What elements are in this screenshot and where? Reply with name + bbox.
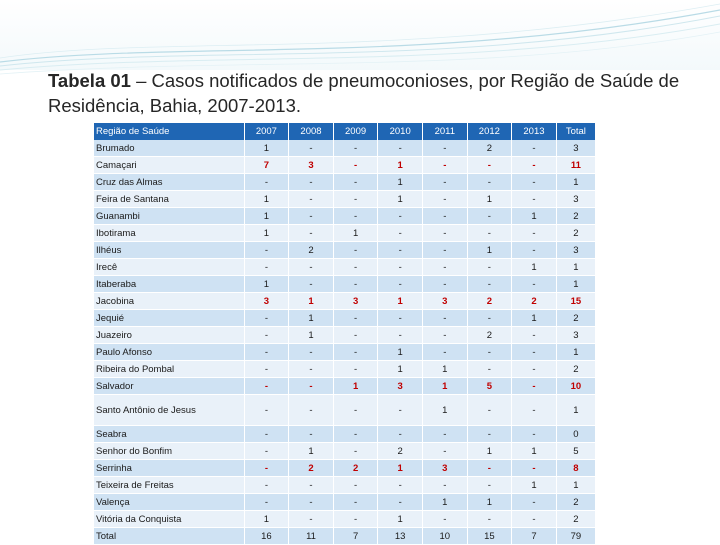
- case-count-cell: 2: [512, 293, 557, 310]
- case-count-cell: 1: [512, 208, 557, 225]
- case-count-cell: -: [467, 395, 512, 426]
- case-count-cell: -: [289, 191, 334, 208]
- table-row: [94, 140, 596, 157]
- case-count-cell: -: [333, 344, 378, 361]
- case-count-cell: -: [512, 511, 557, 528]
- case-count-cell: 1: [244, 191, 289, 208]
- case-count-cell: 1: [422, 378, 467, 395]
- case-count-cell: -: [244, 327, 289, 344]
- case-count-cell: -: [244, 378, 289, 395]
- case-count-cell: -: [422, 242, 467, 259]
- table-row: [94, 191, 596, 208]
- row-total-cell: 3: [556, 140, 595, 157]
- row-total-cell: 2: [556, 361, 595, 378]
- case-count-cell: -: [244, 494, 289, 511]
- case-count-cell: -: [512, 426, 557, 443]
- case-count-cell: 1: [512, 310, 557, 327]
- row-total-cell: 2: [556, 208, 595, 225]
- case-count-cell: -: [512, 494, 557, 511]
- table-row: [94, 327, 596, 344]
- case-count-cell: 3: [422, 460, 467, 477]
- case-count-cell: -: [333, 443, 378, 460]
- case-count-cell: -: [244, 259, 289, 276]
- case-count-cell: -: [422, 191, 467, 208]
- case-count-cell: -: [512, 242, 557, 259]
- case-count-cell: -: [289, 140, 334, 157]
- case-count-cell: 11: [289, 528, 334, 545]
- column-header-year: 2012: [467, 123, 512, 140]
- case-count-cell: -: [467, 426, 512, 443]
- case-count-cell: -: [289, 174, 334, 191]
- case-count-cell: 3: [378, 378, 423, 395]
- region-name: Paulo Afonso: [94, 344, 244, 361]
- case-count-cell: -: [512, 140, 557, 157]
- case-count-cell: -: [422, 157, 467, 174]
- case-count-cell: 1: [378, 191, 423, 208]
- table-row: [94, 426, 596, 443]
- region-name: Teixeira de Freitas: [94, 477, 244, 494]
- case-count-cell: -: [333, 157, 378, 174]
- case-count-cell: -: [422, 140, 467, 157]
- case-count-cell: -: [244, 361, 289, 378]
- column-header-region: Região de Saúde: [94, 123, 244, 140]
- case-count-cell: -: [333, 494, 378, 511]
- case-count-cell: -: [512, 327, 557, 344]
- case-count-cell: 7: [512, 528, 557, 545]
- region-name: Cruz das Almas: [94, 174, 244, 191]
- case-count-cell: 10: [422, 528, 467, 545]
- case-count-cell: 1: [244, 140, 289, 157]
- region-name: Camaçari: [94, 157, 244, 174]
- region-name: Senhor do Bonfim: [94, 443, 244, 460]
- region-name: Itaberaba: [94, 276, 244, 293]
- decorative-header-band: [0, 0, 720, 70]
- case-count-cell: -: [333, 327, 378, 344]
- row-total-cell: 3: [556, 242, 595, 259]
- case-count-cell: 1: [378, 361, 423, 378]
- case-count-cell: -: [422, 511, 467, 528]
- case-count-cell: -: [467, 157, 512, 174]
- case-count-cell: -: [512, 361, 557, 378]
- case-count-cell: 3: [244, 293, 289, 310]
- case-count-cell: -: [333, 140, 378, 157]
- case-count-cell: -: [422, 426, 467, 443]
- region-name: Vitória da Conquista: [94, 511, 244, 528]
- case-count-cell: 2: [378, 443, 423, 460]
- case-count-cell: 1: [378, 174, 423, 191]
- table-row: [94, 361, 596, 378]
- case-count-cell: -: [289, 361, 334, 378]
- row-total-cell: 2: [556, 225, 595, 242]
- case-count-cell: 1: [244, 511, 289, 528]
- case-count-cell: -: [467, 259, 512, 276]
- table-row: [94, 477, 596, 494]
- case-count-cell: 1: [333, 378, 378, 395]
- region-name: Serrinha: [94, 460, 244, 477]
- region-name: Valença: [94, 494, 244, 511]
- case-count-cell: -: [244, 426, 289, 443]
- case-count-cell: -: [378, 208, 423, 225]
- case-count-cell: -: [422, 344, 467, 361]
- row-total-cell: 0: [556, 426, 595, 443]
- case-count-cell: -: [378, 310, 423, 327]
- table-row: [94, 225, 596, 242]
- case-count-cell: -: [378, 225, 423, 242]
- case-count-cell: 1: [289, 293, 334, 310]
- column-header-year: 2011: [422, 123, 467, 140]
- case-count-cell: -: [378, 494, 423, 511]
- case-count-cell: -: [289, 378, 334, 395]
- table-row: [94, 460, 596, 477]
- case-count-cell: -: [244, 344, 289, 361]
- case-count-cell: -: [289, 395, 334, 426]
- case-count-cell: -: [244, 395, 289, 426]
- table-row: [94, 242, 596, 259]
- case-count-cell: -: [378, 140, 423, 157]
- case-count-cell: 16: [244, 528, 289, 545]
- case-count-cell: -: [378, 395, 423, 426]
- case-count-cell: 7: [333, 528, 378, 545]
- case-count-cell: -: [289, 208, 334, 225]
- case-count-cell: 1: [378, 293, 423, 310]
- case-count-cell: -: [378, 259, 423, 276]
- case-count-cell: -: [289, 225, 334, 242]
- case-count-cell: 3: [333, 293, 378, 310]
- case-count-cell: -: [422, 327, 467, 344]
- row-total-cell: 10: [556, 378, 595, 395]
- table-total-row: [94, 528, 596, 545]
- row-total-cell: 3: [556, 327, 595, 344]
- case-count-cell: 1: [244, 225, 289, 242]
- table-row: [94, 310, 596, 327]
- case-count-cell: 2: [289, 460, 334, 477]
- case-count-cell: -: [467, 477, 512, 494]
- case-count-cell: -: [378, 426, 423, 443]
- region-name: Guanambi: [94, 208, 244, 225]
- region-name: Feira de Santana: [94, 191, 244, 208]
- case-count-cell: -: [512, 395, 557, 426]
- case-count-cell: 1: [512, 477, 557, 494]
- case-count-cell: 1: [422, 395, 467, 426]
- row-total-cell: 15: [556, 293, 595, 310]
- table-row: [94, 208, 596, 225]
- case-count-cell: -: [467, 511, 512, 528]
- case-count-cell: 1: [422, 494, 467, 511]
- table-row: [94, 174, 596, 191]
- column-header-total: Total: [556, 123, 595, 140]
- row-total-cell: 8: [556, 460, 595, 477]
- case-count-cell: 2: [333, 460, 378, 477]
- case-count-cell: -: [512, 157, 557, 174]
- cases-table: [94, 123, 596, 545]
- region-name: Juazeiro: [94, 327, 244, 344]
- case-count-cell: 7: [244, 157, 289, 174]
- case-count-cell: 2: [467, 293, 512, 310]
- table-row: [94, 511, 596, 528]
- case-count-cell: -: [244, 477, 289, 494]
- case-count-cell: -: [422, 443, 467, 460]
- case-count-cell: -: [333, 361, 378, 378]
- region-name: Salvador: [94, 378, 244, 395]
- row-total-cell: 1: [556, 174, 595, 191]
- case-count-cell: -: [467, 310, 512, 327]
- case-count-cell: -: [422, 310, 467, 327]
- row-total-cell: 2: [556, 511, 595, 528]
- case-count-cell: -: [333, 242, 378, 259]
- case-count-cell: 3: [422, 293, 467, 310]
- row-total-cell: 79: [556, 528, 595, 545]
- case-count-cell: -: [422, 276, 467, 293]
- case-count-cell: -: [333, 174, 378, 191]
- case-count-cell: -: [289, 344, 334, 361]
- case-count-cell: -: [467, 276, 512, 293]
- cases-table-container: [94, 123, 596, 545]
- column-header-year: 2008: [289, 123, 334, 140]
- case-count-cell: -: [244, 242, 289, 259]
- case-count-cell: -: [333, 426, 378, 443]
- table-row: [94, 443, 596, 460]
- row-total-cell: 3: [556, 191, 595, 208]
- case-count-cell: 1: [333, 225, 378, 242]
- row-total-cell: 5: [556, 443, 595, 460]
- case-count-cell: -: [289, 477, 334, 494]
- region-name: Seabra: [94, 426, 244, 443]
- case-count-cell: -: [422, 225, 467, 242]
- case-count-cell: -: [289, 426, 334, 443]
- table-row: [94, 378, 596, 395]
- table-row: [94, 395, 596, 426]
- row-total-cell: 1: [556, 259, 595, 276]
- column-header-year: 2007: [244, 123, 289, 140]
- region-name: Jacobina: [94, 293, 244, 310]
- table-number: Tabela 01: [48, 70, 131, 91]
- case-count-cell: -: [467, 344, 512, 361]
- case-count-cell: 1: [244, 208, 289, 225]
- case-count-cell: 1: [378, 511, 423, 528]
- case-count-cell: -: [512, 174, 557, 191]
- column-header-year: 2013: [512, 123, 557, 140]
- case-count-cell: -: [289, 494, 334, 511]
- case-count-cell: -: [467, 460, 512, 477]
- case-count-cell: -: [512, 225, 557, 242]
- case-count-cell: 1: [467, 443, 512, 460]
- case-count-cell: 1: [378, 460, 423, 477]
- case-count-cell: -: [289, 259, 334, 276]
- table-row: [94, 494, 596, 511]
- case-count-cell: 1: [289, 327, 334, 344]
- case-count-cell: -: [512, 344, 557, 361]
- case-count-cell: 3: [289, 157, 334, 174]
- case-count-cell: 1: [378, 157, 423, 174]
- case-count-cell: 2: [467, 140, 512, 157]
- case-count-cell: -: [378, 276, 423, 293]
- row-total-cell: 1: [556, 395, 595, 426]
- case-count-cell: -: [378, 242, 423, 259]
- case-count-cell: -: [378, 477, 423, 494]
- case-count-cell: -: [289, 511, 334, 528]
- table-body: [94, 140, 596, 545]
- case-count-cell: 1: [422, 361, 467, 378]
- row-total-cell: 1: [556, 344, 595, 361]
- case-count-cell: -: [244, 174, 289, 191]
- case-count-cell: -: [333, 191, 378, 208]
- region-name: Irecê: [94, 259, 244, 276]
- case-count-cell: 1: [289, 310, 334, 327]
- row-total-cell: 1: [556, 276, 595, 293]
- case-count-cell: 1: [512, 259, 557, 276]
- table-row: [94, 259, 596, 276]
- case-count-cell: -: [467, 225, 512, 242]
- case-count-cell: -: [378, 327, 423, 344]
- region-name: Ibotirama: [94, 225, 244, 242]
- case-count-cell: 13: [378, 528, 423, 545]
- case-count-cell: -: [244, 310, 289, 327]
- row-total-cell: 2: [556, 494, 595, 511]
- column-header-year: 2009: [333, 123, 378, 140]
- case-count-cell: -: [333, 395, 378, 426]
- case-count-cell: 1: [467, 191, 512, 208]
- case-count-cell: -: [333, 511, 378, 528]
- case-count-cell: -: [244, 443, 289, 460]
- case-count-cell: -: [422, 259, 467, 276]
- case-count-cell: -: [467, 174, 512, 191]
- case-count-cell: -: [422, 174, 467, 191]
- case-count-cell: 2: [467, 327, 512, 344]
- row-total-cell: 11: [556, 157, 595, 174]
- case-count-cell: 1: [467, 242, 512, 259]
- case-count-cell: -: [333, 477, 378, 494]
- table-row: [94, 157, 596, 174]
- region-name: Brumado: [94, 140, 244, 157]
- case-count-cell: 1: [289, 443, 334, 460]
- case-count-cell: -: [289, 276, 334, 293]
- region-name: Santo Antônio de Jesus: [94, 395, 244, 426]
- case-count-cell: 2: [289, 242, 334, 259]
- row-total-cell: 1: [556, 477, 595, 494]
- table-row: [94, 276, 596, 293]
- table-header-row: [94, 123, 596, 140]
- case-count-cell: -: [467, 361, 512, 378]
- case-count-cell: -: [422, 477, 467, 494]
- region-name: Ribeira do Pombal: [94, 361, 244, 378]
- slide-title: [48, 68, 708, 118]
- case-count-cell: 5: [467, 378, 512, 395]
- case-count-cell: -: [512, 276, 557, 293]
- case-count-cell: -: [333, 208, 378, 225]
- case-count-cell: -: [244, 460, 289, 477]
- table-caption: – Casos notificados de pneumoconioses, por Região de Saúde de Residência, Bahia, 2007-2013.: [48, 70, 680, 116]
- case-count-cell: -: [512, 191, 557, 208]
- column-header-year: 2010: [378, 123, 423, 140]
- region-name: Jequié: [94, 310, 244, 327]
- region-name: Ilhéus: [94, 242, 244, 259]
- case-count-cell: 15: [467, 528, 512, 545]
- case-count-cell: -: [333, 310, 378, 327]
- case-count-cell: 1: [378, 344, 423, 361]
- row-total-cell: 2: [556, 310, 595, 327]
- case-count-cell: 1: [512, 443, 557, 460]
- case-count-cell: -: [422, 208, 467, 225]
- table-row: [94, 293, 596, 310]
- table-row: [94, 344, 596, 361]
- case-count-cell: -: [333, 276, 378, 293]
- case-count-cell: -: [333, 259, 378, 276]
- total-label: Total: [94, 528, 244, 545]
- case-count-cell: 1: [467, 494, 512, 511]
- case-count-cell: 1: [244, 276, 289, 293]
- case-count-cell: -: [467, 208, 512, 225]
- case-count-cell: -: [512, 378, 557, 395]
- case-count-cell: -: [512, 460, 557, 477]
